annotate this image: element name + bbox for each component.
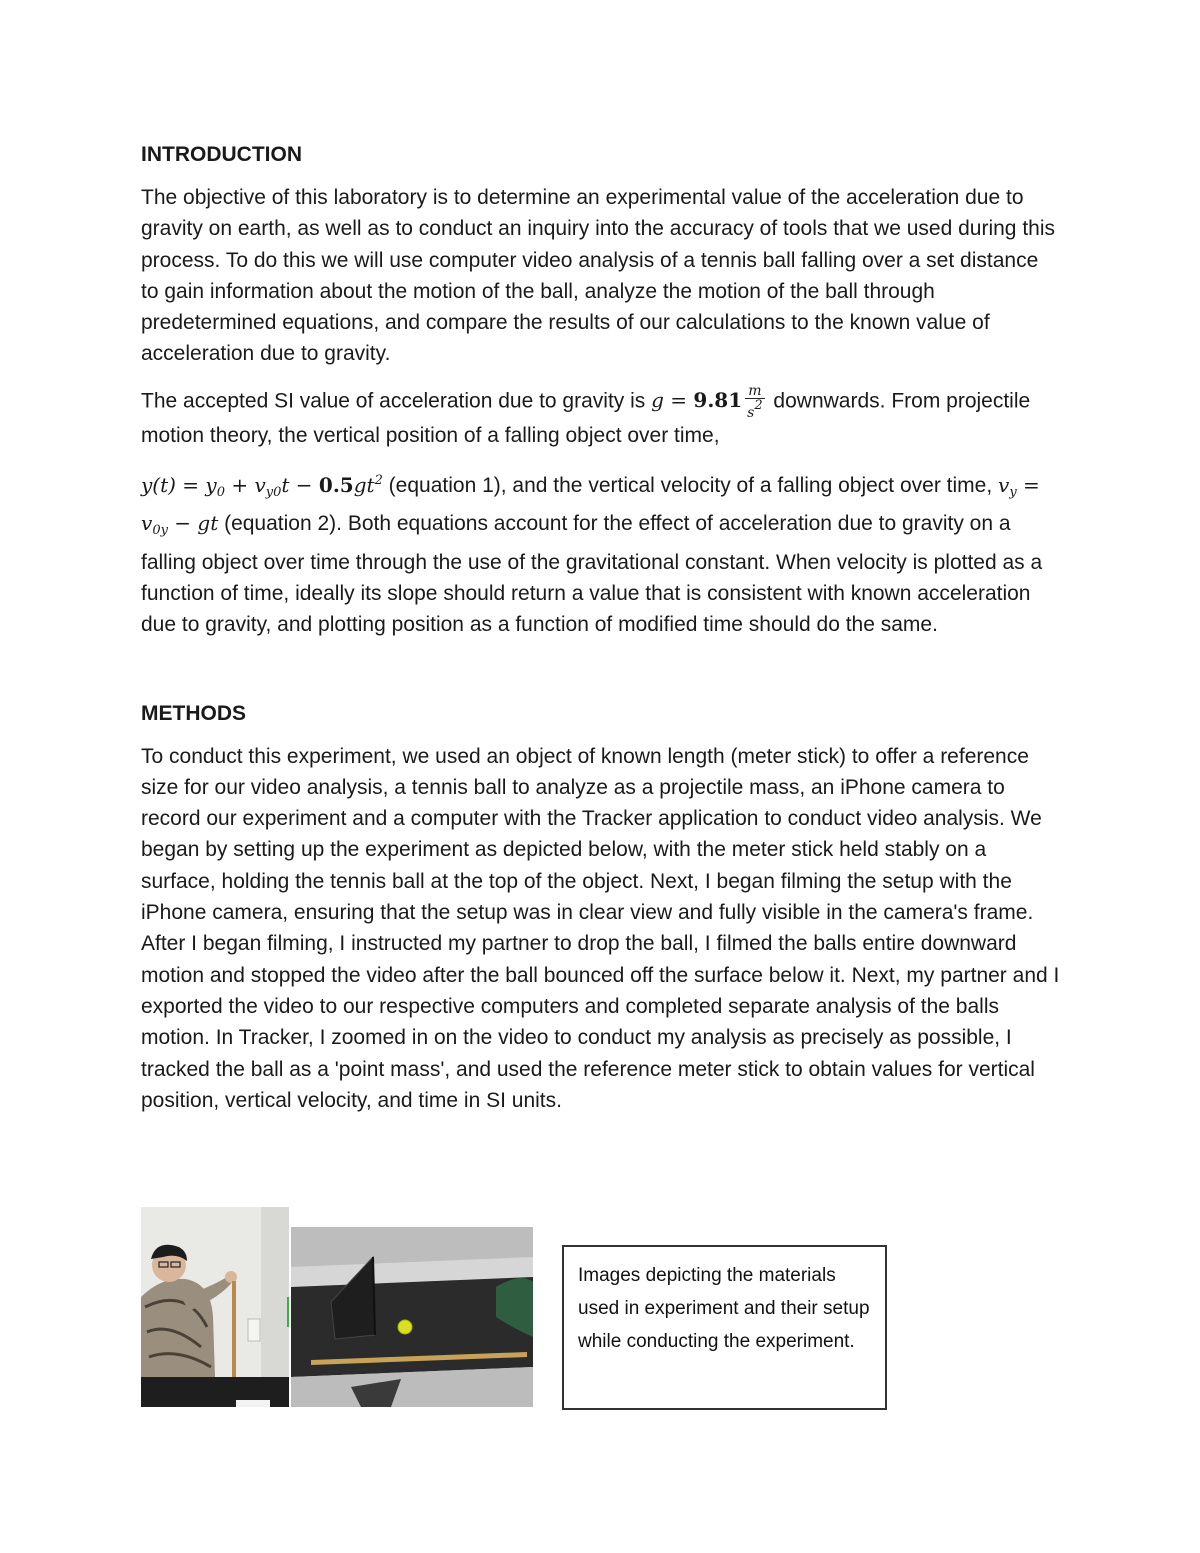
intro-text-segment: (equation 2). Both equations account for the effect of acceleration due to gravity on a falling object over time through the use of the gravitational constant. When velocity is plotted as a function of time, ideally its slope should return a value that is consistent with known acceleration due to gravity, and plotting position as a function of modified time should do the same. [141, 512, 1043, 637]
intro-text-segment: downwards. From projectile motion theory, the vertical position of a falling object over time, [141, 389, 1031, 447]
units-fraction [745, 384, 764, 420]
eq1-exponent: 2 [374, 473, 383, 489]
photo-person-with-meter-stick [141, 1207, 289, 1407]
intro-text-segment: The accepted SI value of acceleration due to gravity is [141, 389, 652, 413]
eq1-part: y(t) = y [141, 473, 217, 498]
setup-photo-illustration [291, 1227, 533, 1407]
eq1-part: + v [225, 473, 266, 498]
methods-paragraph: To conduct this experiment, we used an object of known length (meter stick) to offer a reference size for our video analysis, a tennis ball to analyze as a projectile mass, an iPhone camera to record our experiment and a computer with the Tracker application to conduct video analysis. We began by setting up the experiment as depicted below, with the meter stick held stably on a surface, holding the tennis ball at the top of the object. Next, I began filming the setup with the iPhone camera, ensuring that the setup was in clear view and fully visible in the camera's frame. After I began filming, I instructed my partner to drop the ball, I filmed the balls entire downward motion and stopped the video after the ball bounced off the surface below it. Next, my partner and I exported the video to our respective computers and completed separate analysis of the balls motion. In Tracker, I zoomed in on the video to conduct my analysis as precisely as possible, I tracked the ball as a 'point mass', and used the reference meter stick to obtain values for vertical position, vertical velocity, and time in SI units. [141, 744, 1060, 1112]
eq1-coefficient: 0.5 [318, 473, 354, 498]
person-photo-illustration [141, 1207, 289, 1407]
denominator-base: s [747, 404, 755, 421]
figure-row [141, 1207, 901, 1412]
introduction-paragraph-2 [141, 384, 1061, 451]
eq1-subscript: y0 [265, 485, 282, 501]
eq2-part: = v [141, 473, 1040, 536]
equation-1 [141, 473, 383, 501]
introduction-paragraph-3 [141, 465, 1061, 640]
eq2-part: v [998, 473, 1010, 498]
section-spacer [141, 655, 1061, 699]
eq2-part: − gt [167, 511, 219, 536]
introduction-heading: INTRODUCTION [141, 143, 302, 166]
fraction-numerator: m [745, 384, 764, 399]
eq2-subscript: 0y [152, 523, 168, 539]
document-page [141, 140, 1061, 1130]
figure-caption-box: Images depicting the materials used in experiment and their setup while conducting the experiment. [562, 1245, 887, 1410]
denominator-exponent: 2 [754, 397, 763, 413]
tennis-ball [398, 1320, 412, 1334]
fraction-denominator [745, 399, 764, 420]
formula-lhs: g = [651, 388, 694, 413]
photo-experiment-setup [291, 1227, 533, 1407]
gravity-constant-formula [651, 382, 767, 421]
eq2-subscript: y [1009, 485, 1017, 501]
introduction-paragraph-1: The objective of this laboratory is to determine an experimental value of the acceleration due to gravity on earth, as well as to conduct an inquiry into the accuracy of tools that we used during this process. To do this we will use computer video analysis of a tennis ball falling over a set distance to gain information about the motion of the ball, analyze the motion of the ball through predetermined equations, and compare the results of our calculations to the known value of acceleration due to gravity. [141, 186, 1056, 366]
eq1-subscript: 0 [216, 485, 225, 501]
intro-text-segment: (equation 1), and the vertical velocity of a falling object over time, [382, 474, 998, 498]
methods-heading: METHODS [141, 701, 246, 725]
gravity-value: 9.81 [693, 388, 743, 413]
eq1-part: gt [353, 473, 375, 498]
meter-stick [232, 1281, 236, 1377]
eq1-part: t − [281, 473, 319, 498]
